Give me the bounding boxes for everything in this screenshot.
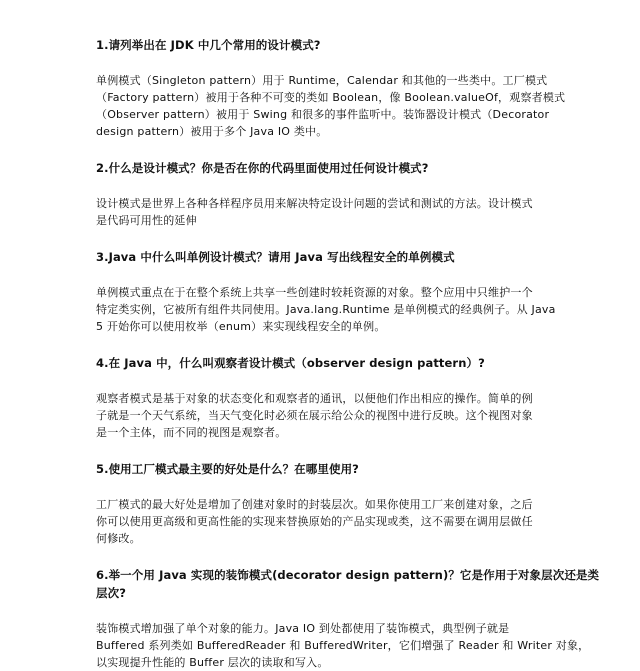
question-line: 3.Java 中什么叫单例设计模式？请用 Java 写出线程安全的单例模式 (96, 250, 455, 264)
answer-line: 是代码可用性的延伸 (96, 214, 197, 227)
question-heading (96, 248, 544, 266)
qa-section-1 (96, 36, 566, 140)
question-line: 1.请列举出在 JDK 中几个常用的设计模式? (96, 38, 321, 52)
qa-section-5 (96, 460, 544, 547)
answer-line: 工厂模式的最大好处是增加了创建对象时的封装层次。如果你使用工厂来创建对象，之后 (96, 498, 533, 511)
answer-line: 特定类实例，它被所有组件共同使用。Java.lang.Runtime 是单例模式的经典例子。从 Java (96, 303, 556, 316)
answer-paragraph (96, 390, 544, 441)
answer-paragraph (96, 620, 590, 671)
answer-line: 你可以使用更高级和更高性能的实现来替换原始的产品实现或类，这不需要在调用层做任 (96, 515, 533, 528)
answer-paragraph (96, 284, 556, 335)
qa-section-6 (96, 566, 600, 671)
answer-line: （Factory pattern）被用于各种不可变的类如 Boolean，像 Boolean.valueOf，观察者模式 (96, 91, 566, 104)
answer-line: 单例模式重点在于在整个系统上共享一些创建时较耗资源的对象。整个应用中只维护一个 (96, 286, 533, 299)
answer-line: 单例模式（Singleton pattern）用于 Runtime，Calendar 和其他的一些类中。工厂模式 (96, 74, 548, 87)
answer-paragraph (96, 496, 544, 547)
answer-line: 以实现提升性能的 Buffer 层次的读取和写入。 (96, 656, 329, 669)
answer-line: 5 开始你可以使用枚举（enum）来实现线程安全的单例。 (96, 320, 386, 333)
question-line: 2.什么是设计模式？你是否在你的代码里面使用过任何设计模式? (96, 161, 429, 175)
question-heading (96, 159, 544, 177)
answer-line: Buffered 系列类如 BufferedReader 和 BufferedWriter，它们增强了 Reader 和 Writer 对象， (96, 639, 590, 652)
question-line: 5.使用工厂模式最主要的好处是什么？在哪里使用? (96, 462, 359, 476)
question-heading (96, 354, 544, 372)
question-line: 4.在 Java 中，什么叫观察者设计模式（observer design pattern）? (96, 356, 485, 370)
question-line: 6.举一个用 Java 实现的装饰模式(decorator design pattern)？它是作用于对象层次还是类 (96, 568, 600, 582)
qa-section-3 (96, 248, 556, 335)
qa-section-2 (96, 159, 544, 229)
answer-line: 何修改。 (96, 532, 141, 545)
answer-line: 子就是一个天气系统，当天气变化时必须在展示给公众的视图中进行反映。这个视图对象 (96, 409, 533, 422)
answer-paragraph (96, 72, 566, 140)
answer-line: 是一个主体，而不同的视图是观察者。 (96, 426, 287, 439)
answer-line: 观察者模式是基于对象的状态变化和观察者的通讯，以便他们作出相应的操作。简单的例 (96, 392, 533, 405)
answer-line: 装饰模式增加强了单个对象的能力。Java IO 到处都使用了装饰模式，典型例子就是 (96, 622, 510, 635)
qa-section-4 (96, 354, 544, 441)
answer-paragraph (96, 195, 544, 229)
question-heading (96, 36, 544, 54)
question-heading (96, 566, 600, 602)
question-line: 层次? (96, 586, 126, 600)
answer-line: design pattern）被用于多个 Java IO 类中。 (96, 125, 328, 138)
question-heading (96, 460, 544, 478)
answer-line: （Observer pattern）被用于 Swing 和很多的事件监听中。装饰器设计模式（Decorator (96, 108, 550, 121)
answer-line: 设计模式是世界上各种各样程序员用来解决特定设计问题的尝试和测试的方法。设计模式 (96, 197, 533, 210)
